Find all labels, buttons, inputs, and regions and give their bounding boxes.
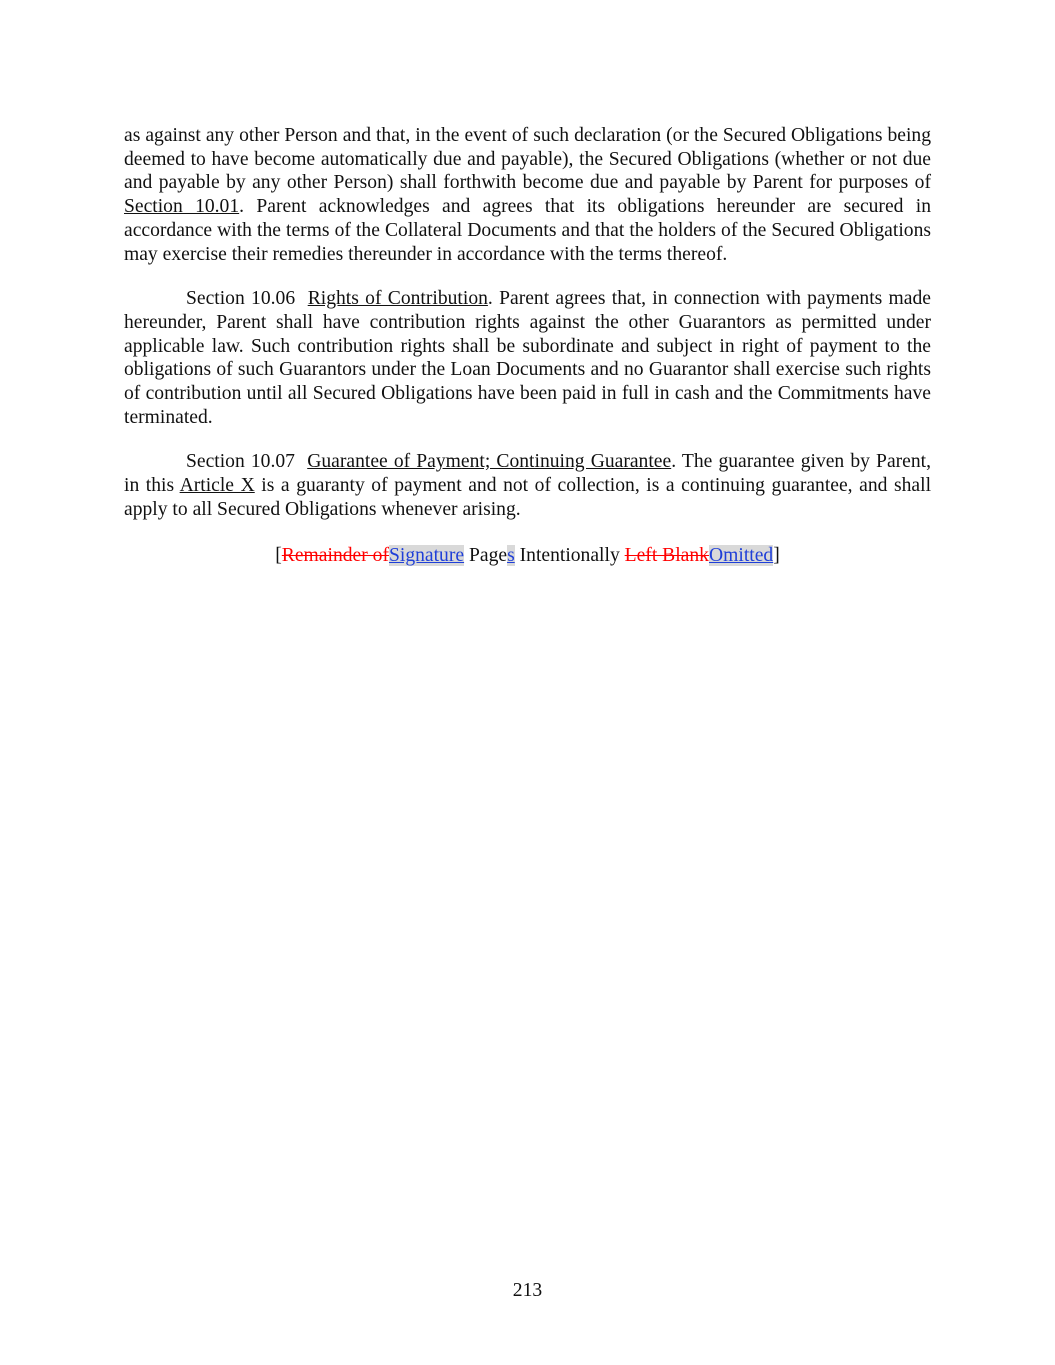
section-body: is a guaranty of payment and not of collection, is a continuing guarantee, and shall apply to all Secured Obligations whenever arising. xyxy=(124,475,932,520)
inserted-text: s xyxy=(507,544,515,566)
section-10-07 xyxy=(124,450,931,521)
page-number: 213 xyxy=(512,1280,543,1301)
section-number: Section 10.07 xyxy=(186,451,295,473)
signature-pages-notice xyxy=(124,543,931,568)
section-10-06 xyxy=(124,287,931,429)
section-body: . The guarantee given by Parent, in this xyxy=(124,451,932,497)
section-heading: Guarantee of Payment; Continuing Guarantee xyxy=(307,451,672,473)
paragraph-text: as against any other Person and that, in the event of such declaration (or the Secured Obligations being deemed to have become automatically due and payable), the Secured Obligations (whether or not due and payable by any other Person) shall forthwith become due and payable by Parent for purposes of xyxy=(124,125,931,194)
plain-text: Page xyxy=(464,544,508,566)
deleted-text: Remainder of xyxy=(281,544,389,566)
paragraph-text: . Parent acknowledges and agrees that its obligations hereunder are secured in accordance with the terms of the Collateral Documents and that the holders of the Secured Obligations may exercise their remedies thereunder in accordance with the terms thereof. xyxy=(124,196,931,265)
section-heading: Rights of Contribution xyxy=(307,288,488,310)
inserted-text: Signature xyxy=(388,544,465,566)
deleted-text: Left Blank xyxy=(624,544,709,566)
bracket-close: ] xyxy=(773,544,780,566)
section-body: . Parent agrees that, in connection with payments made hereunder, Parent shall have contribution rights against the other Guarantors as permitted under applicable law. Such contribution rights shall be subordinate and subject in right of payment to the obligations of such Guarantors under the Loan Documents and no Guarantor shall exercise such rights of contribution until all Secured Obligations have been paid in full in cash and the Commitments have terminated. xyxy=(124,288,931,428)
document-page xyxy=(124,124,931,567)
section-reference: Section 10.01 xyxy=(124,196,240,218)
plain-text: Intentionally xyxy=(514,544,625,566)
article-reference: Article X xyxy=(179,475,255,497)
inserted-text: Omitted xyxy=(708,544,774,566)
section-number: Section 10.06 xyxy=(186,288,296,310)
bracket-open: [ xyxy=(275,544,282,566)
paragraph-continued xyxy=(124,124,931,266)
